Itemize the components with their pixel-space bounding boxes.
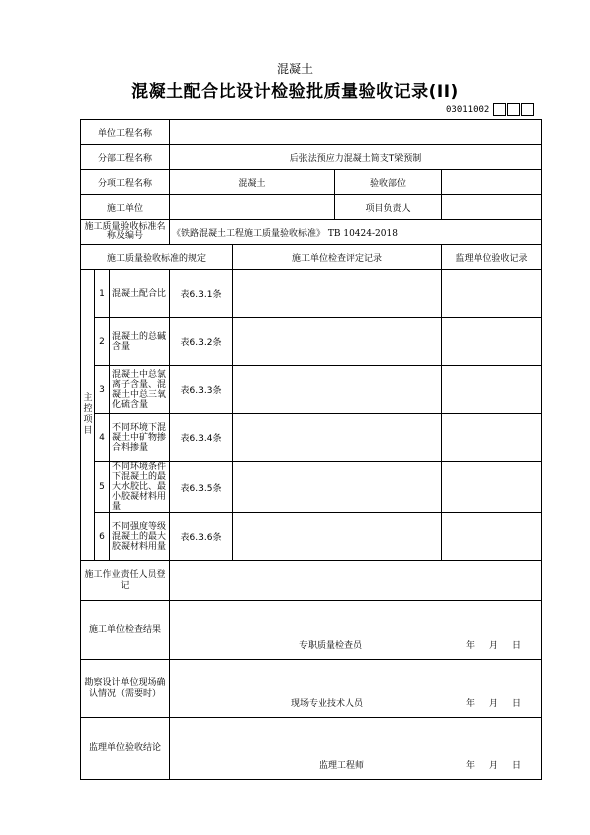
item-clause: 表6.3.5条 xyxy=(170,462,233,513)
item-clause: 表6.3.6条 xyxy=(170,513,233,561)
item-contractor-record[interactable] xyxy=(233,462,442,513)
date-year: 年 xyxy=(465,699,475,709)
standard-label: 施工质量验收标准名称及编号 xyxy=(81,220,170,245)
date-year: 年 xyxy=(465,761,475,771)
design-signer-label: 现场专业技术人员 xyxy=(291,699,364,709)
item-no: 6 xyxy=(95,513,110,561)
item-supervisor-record[interactable] xyxy=(442,318,542,366)
item-name: 混凝土中总氯离子含量、混凝土中总三氧化硫含量 xyxy=(110,366,170,414)
inspection-record-table xyxy=(80,119,542,780)
unit-project-value[interactable] xyxy=(170,120,542,145)
subitem-label: 分项工程名称 xyxy=(81,170,170,195)
contractor-value[interactable] xyxy=(170,195,335,220)
project-lead-value[interactable] xyxy=(442,195,542,220)
row-crew-registration xyxy=(81,561,542,601)
code-box-3[interactable] xyxy=(521,103,534,116)
col-header-supervisor-check: 监理单位验收记录 xyxy=(442,245,542,270)
col-header-contractor-check: 施工单位检查评定记录 xyxy=(233,245,442,270)
item-no: 3 xyxy=(95,366,110,414)
date-day: 日 xyxy=(511,761,521,771)
item-supervisor-record[interactable] xyxy=(442,366,542,414)
project-lead-label: 项目负责人 xyxy=(335,195,442,220)
table-row xyxy=(81,270,542,318)
row-subitem xyxy=(81,170,542,195)
item-contractor-record[interactable] xyxy=(233,513,442,561)
contractor-label: 施工单位 xyxy=(81,195,170,220)
signature-date xyxy=(452,696,521,709)
item-name: 混凝土配合比 xyxy=(110,270,170,318)
table-row xyxy=(81,513,542,561)
item-clause: 表6.3.4条 xyxy=(170,414,233,462)
standard-value: 《铁路混凝土工程施工质量验收标准》 TB 10424-2018 xyxy=(170,220,542,245)
item-no: 5 xyxy=(95,462,110,513)
item-no: 1 xyxy=(95,270,110,318)
item-clause: 表6.3.1条 xyxy=(170,270,233,318)
document-category: 混凝土 xyxy=(276,62,313,76)
design-label: 勘察设计单位现场确认情况（需要时） xyxy=(81,660,170,718)
item-clause: 表6.3.3条 xyxy=(170,366,233,414)
item-supervisor-record[interactable] xyxy=(442,270,542,318)
inspection-part-label: 验收部位 xyxy=(335,170,442,195)
code-box-1[interactable] xyxy=(493,103,506,116)
contractor-signer-label: 专职质量检查员 xyxy=(299,641,363,651)
signature-date xyxy=(452,758,521,771)
item-name: 不同环境下混凝土中矿物掺合料掺量 xyxy=(110,414,170,462)
item-name: 混凝土的总碱含量 xyxy=(110,318,170,366)
inspection-part-value[interactable] xyxy=(442,170,542,195)
item-name: 不同环境条件下混凝土的最大水胶比、最小胶凝材料用量 xyxy=(110,462,170,513)
item-clause: 表6.3.2条 xyxy=(170,318,233,366)
division-value[interactable]: 后张法预应力混凝土简支T梁预制 xyxy=(170,145,542,170)
contractor-result-label: 施工单位检查结果 xyxy=(81,601,170,660)
date-day: 日 xyxy=(511,699,521,709)
item-contractor-record[interactable] xyxy=(233,366,442,414)
date-year: 年 xyxy=(465,641,475,651)
row-column-headers xyxy=(81,245,542,270)
item-contractor-record[interactable] xyxy=(233,318,442,366)
table-row xyxy=(81,318,542,366)
document-title: 混凝土配合比设计检验批质量验收记录(II) xyxy=(131,82,459,102)
row-supervisor-conclusion xyxy=(81,718,542,780)
crew-value[interactable] xyxy=(170,561,542,601)
supervisor-signer-label: 监理工程师 xyxy=(319,761,365,771)
item-name: 不同强度等级混凝土的最大胶凝材料用量 xyxy=(110,513,170,561)
item-supervisor-record[interactable] xyxy=(442,414,542,462)
table-row xyxy=(81,366,542,414)
main-control-label xyxy=(81,270,95,561)
row-division xyxy=(81,145,542,170)
signature-date xyxy=(452,638,521,651)
code-box-2[interactable] xyxy=(507,103,520,116)
crew-label: 施工作业责任人员登记 xyxy=(81,561,170,601)
supervisor-label: 监理单位验收结论 xyxy=(81,718,170,780)
table-row xyxy=(81,462,542,513)
subitem-value[interactable]: 混凝土 xyxy=(170,170,335,195)
unit-project-label: 单位工程名称 xyxy=(81,120,170,145)
item-contractor-record[interactable] xyxy=(233,270,442,318)
item-no: 2 xyxy=(95,318,110,366)
form-code-number: 03011002 xyxy=(446,104,490,115)
table-row xyxy=(81,414,542,462)
item-supervisor-record[interactable] xyxy=(442,513,542,561)
item-contractor-record[interactable] xyxy=(233,414,442,462)
form-code xyxy=(446,102,534,117)
date-month: 月 xyxy=(488,699,498,709)
row-design-confirmation xyxy=(81,660,542,718)
row-contractor-result xyxy=(81,601,542,660)
contractor-result-value[interactable] xyxy=(170,601,542,660)
supervisor-value[interactable] xyxy=(170,718,542,780)
row-unit-project xyxy=(81,120,542,145)
col-header-spec: 施工质量验收标准的规定 xyxy=(81,245,233,270)
date-month: 月 xyxy=(488,641,498,651)
date-month: 月 xyxy=(488,761,498,771)
design-value[interactable] xyxy=(170,660,542,718)
main-control-text: 主控项目 xyxy=(83,393,93,436)
division-label: 分部工程名称 xyxy=(81,145,170,170)
row-standard xyxy=(81,220,542,245)
item-no: 4 xyxy=(95,414,110,462)
item-supervisor-record[interactable] xyxy=(442,462,542,513)
date-day: 日 xyxy=(511,641,521,651)
row-contractor xyxy=(81,195,542,220)
